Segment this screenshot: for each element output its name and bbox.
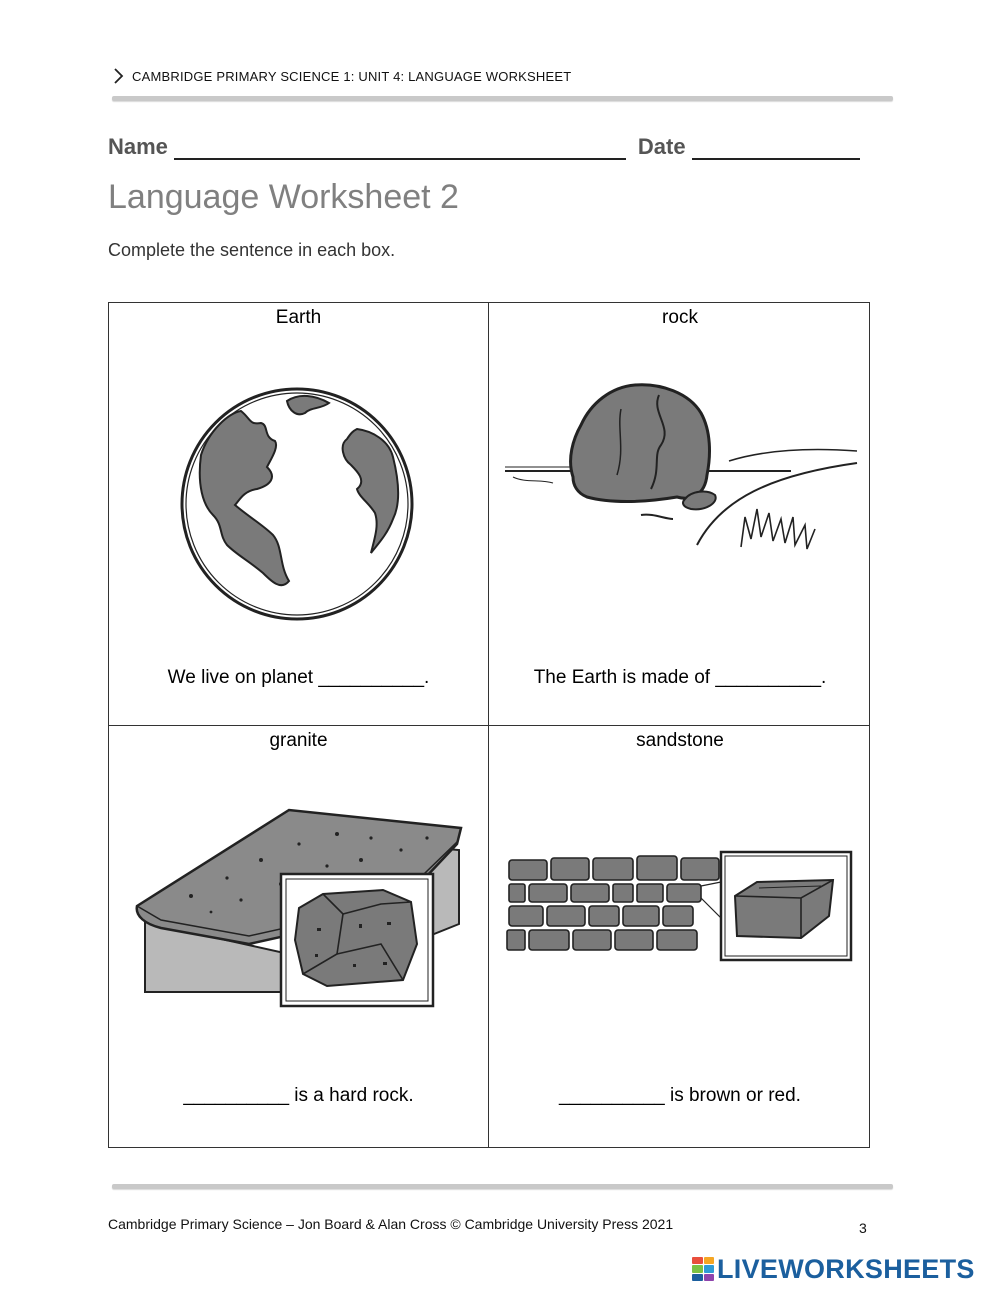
sandstone-wall-icon [503, 846, 855, 966]
box-granite [109, 726, 488, 1149]
box-label: rock [662, 307, 698, 328]
liveworksheets-wordmark: LIVEWORKSHEETS [717, 1253, 975, 1284]
name-label: Name [108, 134, 168, 159]
box-label: sandstone [636, 730, 724, 751]
date-label: Date [637, 134, 686, 159]
footer-credit: Cambridge Primary Science – Jon Board & Alan Cross © Cambridge University Press 2021 [108, 1216, 674, 1232]
date-field[interactable] [692, 136, 860, 160]
header-text: CAMBRIDGE PRIMARY SCIENCE 1: UNIT 4: LANGUAGE WORKSHEET [132, 68, 572, 84]
worksheet-grid [108, 302, 870, 1148]
page-title: Language Worksheet 2 [108, 178, 459, 216]
name-field[interactable] [174, 136, 626, 160]
header-divider [112, 96, 893, 101]
box-earth [109, 303, 488, 725]
chevron-right-icon [112, 66, 126, 86]
box-label: granite [269, 730, 328, 751]
running-header [112, 64, 892, 88]
liveworksheets-icon [692, 1257, 714, 1281]
footer-divider [112, 1184, 893, 1189]
rock-boulder-icon [501, 379, 861, 559]
liveworksheets-logo[interactable] [692, 1254, 975, 1284]
earth-globe-icon [179, 385, 415, 625]
box-sandstone [489, 726, 871, 1149]
instruction-text: Complete the sentence in each box. [108, 240, 396, 260]
name-date-row [108, 126, 878, 160]
granite-slab-icon [131, 804, 467, 1016]
box-rock [489, 303, 871, 725]
box-sentence: The Earth is made of __________. [533, 667, 827, 688]
box-sentence: __________ is brown or red. [559, 1085, 801, 1106]
box-sentence: __________ is a hard rock. [183, 1085, 414, 1106]
box-sentence: We live on planet __________. [167, 667, 430, 688]
box-label: Earth [275, 307, 322, 328]
page-number: 3 [859, 1220, 867, 1236]
